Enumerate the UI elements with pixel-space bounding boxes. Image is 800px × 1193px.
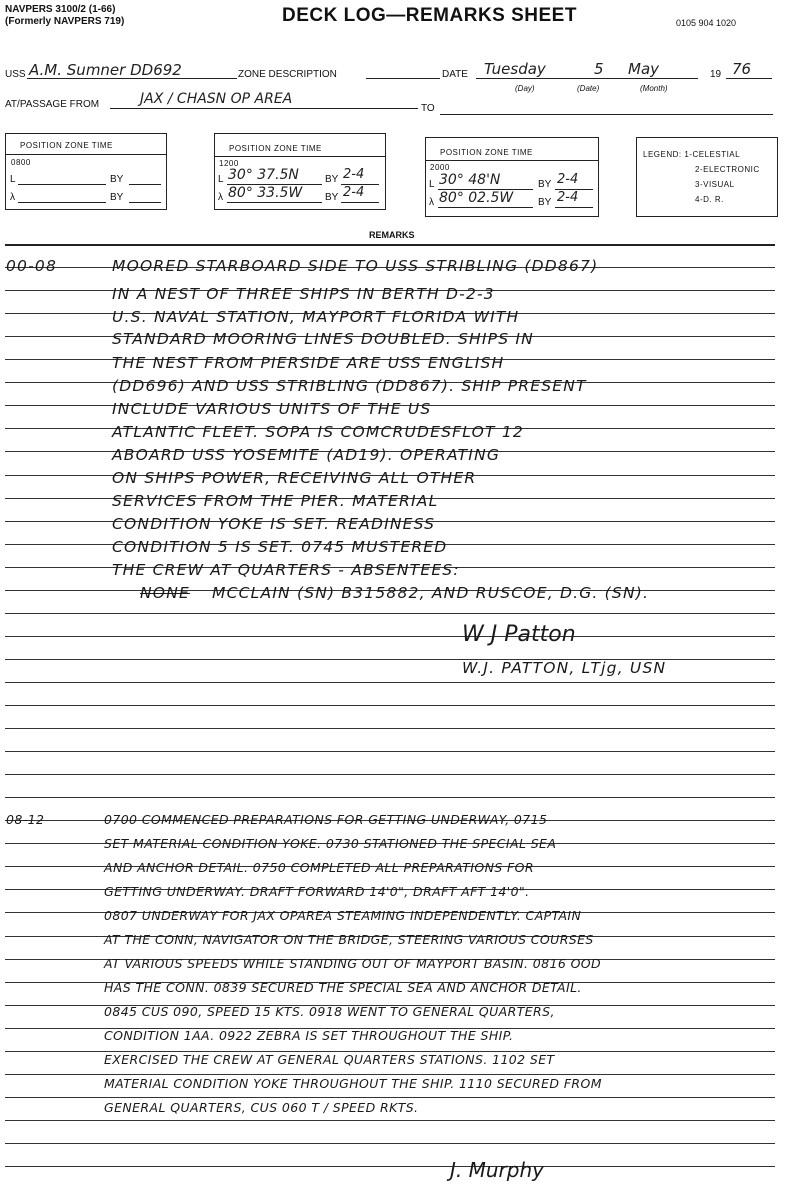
- watch-time: 08-12: [6, 812, 45, 827]
- zone-description-label: ZONE DESCRIPTION: [238, 69, 337, 80]
- uss-label: USS: [5, 69, 26, 80]
- ruled-line: [5, 682, 775, 683]
- ruled-line: [5, 1143, 775, 1144]
- log-line: IN A NEST OF THREE SHIPS IN BERTH D-2-3: [112, 285, 495, 303]
- date-label: DATE: [442, 69, 468, 80]
- date-month: May: [628, 60, 660, 78]
- passage-from-value: JAX / CHASN OP AREA: [140, 91, 293, 107]
- longitude-by: 2-4: [557, 190, 579, 205]
- page-title: DECK LOG—REMARKS SHEET: [282, 5, 577, 26]
- ruled-line: [5, 797, 775, 798]
- log-line: 0700 COMMENCED PREPARATIONS FOR GETTING UNDERWAY, 0715: [104, 812, 548, 827]
- log-line: CONDITION 1AA. 0922 ZEBRA IS SET THROUGHOUT THE SHIP.: [104, 1028, 514, 1043]
- longitude-by: 2-4: [343, 185, 365, 200]
- position-time: 1200: [219, 159, 239, 168]
- latitude-value: 30° 37.5N: [228, 167, 299, 183]
- log-line: AT THE CONN, NAVIGATOR ON THE BRIDGE, STEERING VARIOUS COURSES: [104, 932, 594, 947]
- position-box-header: POSITION ZONE TIME: [20, 141, 113, 150]
- by-label: BY: [325, 174, 339, 185]
- ruled-line: [5, 1074, 775, 1075]
- log-line: EXERCISED THE CREW AT GENERAL QUARTERS STATIONS. 1102 SET: [104, 1052, 555, 1067]
- log-line: CONDITION YOKE IS SET. READINESS: [112, 515, 436, 533]
- log-line: 0845 CUS 090, SPEED 15 KTS. 0918 WENT TO GENERAL QUARTERS,: [104, 1004, 555, 1019]
- ruled-line: [5, 751, 775, 752]
- log-line: THE CREW AT QUARTERS - ABSENTEES:: [112, 561, 460, 579]
- legend-item: 2-ELECTRONIC: [695, 165, 760, 174]
- form-number: NAVPERS 3100/2 (1-66): [5, 4, 116, 15]
- signature: J. Murphy: [450, 1158, 544, 1182]
- log-line: HAS THE CONN. 0839 SECURED THE SPECIAL SEA AND ANCHOR DETAIL.: [104, 980, 582, 995]
- form-formerly: (Formerly NAVPERS 719): [5, 16, 125, 27]
- ruled-line: [5, 1097, 775, 1098]
- legend-item: 3-VISUAL: [695, 180, 735, 189]
- year-field: [726, 60, 772, 79]
- log-line: STANDARD MOORING LINES DOUBLED. SHIPS IN: [112, 330, 534, 348]
- legend-title: LEGEND: 1-CELESTIAL: [643, 150, 741, 159]
- position-box-1200: [214, 133, 386, 210]
- longitude-label: λ: [218, 192, 223, 203]
- latitude-label: L: [429, 179, 435, 190]
- passage-from-field: [110, 91, 418, 109]
- log-line: ON SHIPS POWER, RECEIVING ALL OTHER: [112, 469, 477, 487]
- log-line: ATLANTIC FLEET. SOPA IS COMCRUDESFLOT 12: [112, 423, 524, 441]
- to-field: [440, 100, 773, 115]
- zone-description-field: [366, 64, 440, 79]
- position-box-header: POSITION ZONE TIME: [229, 144, 322, 153]
- ship-name: A.M. Sumner DD692: [29, 61, 182, 79]
- longitude-label: λ: [429, 197, 434, 208]
- latitude-by: 2-4: [343, 167, 365, 182]
- date-field: [476, 60, 698, 79]
- passage-from-label: AT/PASSAGE FROM: [5, 99, 100, 110]
- longitude-value: 80° 02.5W: [439, 190, 514, 206]
- struck-word: NONE: [140, 584, 190, 602]
- log-line: AT VARIOUS SPEEDS WHILE STANDING OUT OF MAYPORT BASIN. 0816 OOD: [104, 956, 602, 971]
- watch-time: 00-08: [6, 257, 58, 275]
- log-line: GETTING UNDERWAY. DRAFT FORWARD 14'0", DRAFT AFT 14'0".: [104, 884, 530, 899]
- ruled-line: [5, 728, 775, 729]
- by-label: BY: [538, 197, 552, 208]
- log-line: THE NEST FROM PIERSIDE ARE USS ENGLISH: [112, 354, 505, 372]
- log-line: MCCLAIN (SN) B315882, AND RUSCOE, D.G. (SN).: [212, 584, 650, 602]
- by-label: BY: [110, 174, 124, 185]
- date-caption: (Date): [577, 84, 600, 93]
- by-label: BY: [538, 179, 552, 190]
- by-label: BY: [325, 192, 339, 203]
- ruled-line: [5, 244, 775, 246]
- latitude-label: L: [218, 174, 224, 185]
- ruled-line: [5, 613, 775, 614]
- log-line: U.S. NAVAL STATION, MAYPORT FLORIDA WITH: [112, 308, 520, 326]
- month-caption: (Month): [640, 84, 668, 93]
- ruled-line: [5, 705, 775, 706]
- legend-item: 4-D. R.: [695, 195, 724, 204]
- ruled-line: [5, 774, 775, 775]
- year-prefix: 19: [710, 69, 722, 80]
- log-line: AND ANCHOR DETAIL. 0750 COMPLETED ALL PREPARATIONS FOR: [104, 860, 534, 875]
- ruled-line: [5, 1166, 775, 1167]
- legend-box: [636, 137, 778, 217]
- log-line: (DD696) AND USS STRIBLING (DD867). SHIP PRESENT: [112, 377, 587, 395]
- signature: W J Patton: [462, 622, 576, 647]
- day-caption: (Day): [515, 84, 535, 93]
- position-box-header: POSITION ZONE TIME: [440, 148, 533, 157]
- ship-field: [27, 61, 237, 79]
- stock-number: 0105 904 1020: [676, 18, 737, 28]
- log-line: CONDITION 5 IS SET. 0745 MUSTERED: [112, 538, 448, 556]
- longitude-label: λ: [10, 192, 15, 203]
- date-day: Tuesday: [484, 60, 546, 78]
- date-date: 5: [594, 60, 604, 78]
- longitude-value: 80° 33.5W: [228, 185, 303, 201]
- log-line: SET MATERIAL CONDITION YOKE. 0730 STATIONED THE SPECIAL SEA: [104, 836, 557, 851]
- log-line: GENERAL QUARTERS, CUS 060 T / SPEED RKTS.: [104, 1100, 419, 1115]
- remarks-title: REMARKS: [369, 230, 415, 240]
- position-box-0800: [5, 133, 167, 210]
- position-time: 2000: [430, 163, 450, 172]
- log-line: 0807 UNDERWAY FOR JAX OPAREA STEAMING INDEPENDENTLY. CAPTAIN: [104, 908, 582, 923]
- ruled-line: [5, 636, 775, 637]
- position-box-2000: [425, 137, 599, 217]
- log-line: MATERIAL CONDITION YOKE THROUGHOUT THE SHIP. 1110 SECURED FROM: [104, 1076, 602, 1091]
- log-line: MOORED STARBOARD SIDE TO USS STRIBLING (DD867): [112, 257, 599, 275]
- log-line: SERVICES FROM THE PIER. MATERIAL: [112, 492, 439, 510]
- ruled-line: [5, 1120, 775, 1121]
- latitude-label: L: [10, 174, 16, 185]
- signer-name: W.J. PATTON, LTjg, USN: [462, 659, 667, 677]
- to-label: TO: [421, 103, 435, 114]
- by-label: BY: [110, 192, 124, 203]
- latitude-value: 30° 48'N: [439, 172, 501, 188]
- position-time: 0800: [11, 158, 31, 167]
- latitude-by: 2-4: [557, 172, 579, 187]
- log-line: INCLUDE VARIOUS UNITS OF THE US: [112, 400, 432, 418]
- year-suffix: 76: [732, 60, 752, 78]
- log-line: ABOARD USS YOSEMITE (AD19). OPERATING: [112, 446, 501, 464]
